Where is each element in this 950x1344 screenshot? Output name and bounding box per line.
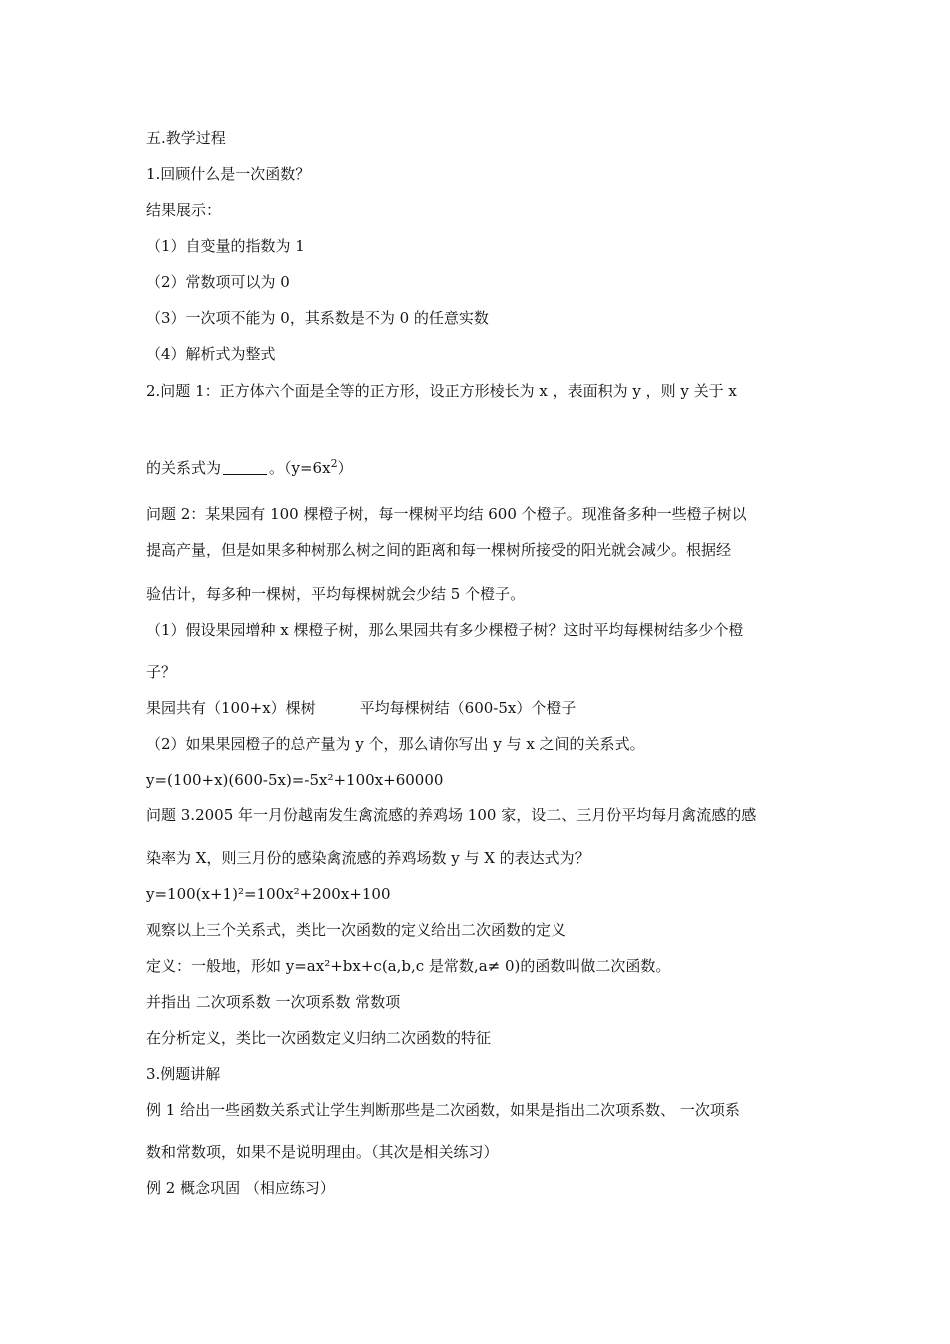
text-line: 数和常数项，如果不是说明理由。（其次是相关练习） xyxy=(146,1143,499,1161)
text-line: （2）常数项可以为 0 xyxy=(146,273,290,291)
text-span: 。（y=6x xyxy=(269,459,331,477)
formula-line: y=(100+x)(600-5x)=-5x²+100x+60000 xyxy=(146,771,444,789)
text-span: 的关系式为 xyxy=(146,459,222,477)
text-line: 问题 3.2005 年一月份越南发生禽流感的养鸡场 100 家，设二、三月份平均每月禽流感的感 xyxy=(146,806,757,824)
text-line: 染率为 X，则三月份的感染禽流感的养鸡场数 y 与 X 的表达式为？ xyxy=(146,849,590,867)
exponent: 2 xyxy=(330,457,338,470)
text-line: 在分析定义，类比一次函数定义归纳二次函数的特征 xyxy=(146,1029,492,1047)
text-line: 1.回顾什么是一次函数？ xyxy=(146,165,311,183)
text-span: ） xyxy=(337,459,353,477)
section-heading: 五.教学过程 xyxy=(146,129,226,147)
text-line: 提高产量，但是如果多种树那么树之间的距离和每一棵树所接受的阳光就会减少。根据经 xyxy=(146,541,732,559)
text-line: （4）解析式为整式 xyxy=(146,345,276,363)
answer-blank xyxy=(223,460,267,475)
text-line: 并指出 二次项系数 一次项系数 常数项 xyxy=(146,993,401,1011)
text-line: 例 2 概念巩固 （相应练习） xyxy=(146,1179,335,1197)
text-line: 验估计，每多种一棵树，平均每棵树就会少结 5 个橙子。 xyxy=(146,585,526,603)
section-heading: 3.例题讲解 xyxy=(146,1065,221,1083)
text-line: （1）自变量的指数为 1 xyxy=(146,237,305,255)
text-line: 问题 2：某果园有 100 棵橙子树，每一棵树平均结 600 个橙子。现准备多种一些橙子树以 xyxy=(146,505,747,523)
text-span: 果园共有（100+x）棵树 xyxy=(146,699,316,717)
text-line: （1）假设果园增种 x 棵橙子树，那么果园共有多少棵橙子树？这时平均每棵树结多少个橙 xyxy=(146,621,744,639)
text-line: （3）一次项不能为 0，其系数是不为 0 的任意实数 xyxy=(146,309,489,327)
text-span: 平均每棵树结（600-5x）个橙子 xyxy=(359,699,577,717)
text-line: 子？ xyxy=(146,663,177,681)
text-line: （2）如果果园橙子的总产量为 y 个，那么请你写出 y 与 x 之间的关系式。 xyxy=(146,735,645,753)
text-line: 例 1 给出一些函数关系式让学生判断那些是二次函数，如果是指出二次项系数、 一次项系 xyxy=(146,1101,740,1119)
text-line xyxy=(146,698,816,718)
text-line: 2.问题 1：正方体六个面是全等的正方形，设正方形棱长为 x ，表面积为 y ，则 y 关于 x xyxy=(146,382,737,400)
text-line xyxy=(146,454,816,478)
definition-line: 定义：一般地，形如 y=ax²+bx+c(a,b,c 是常数,a≠ 0)的函数叫做二次函数。 xyxy=(146,957,671,975)
text-line: 观察以上三个关系式，类比一次函数的定义给出二次函数的定义 xyxy=(146,921,567,939)
text-line: 结果展示： xyxy=(146,201,222,219)
formula-line: y=100(x+1)²=100x²+200x+100 xyxy=(146,885,391,903)
